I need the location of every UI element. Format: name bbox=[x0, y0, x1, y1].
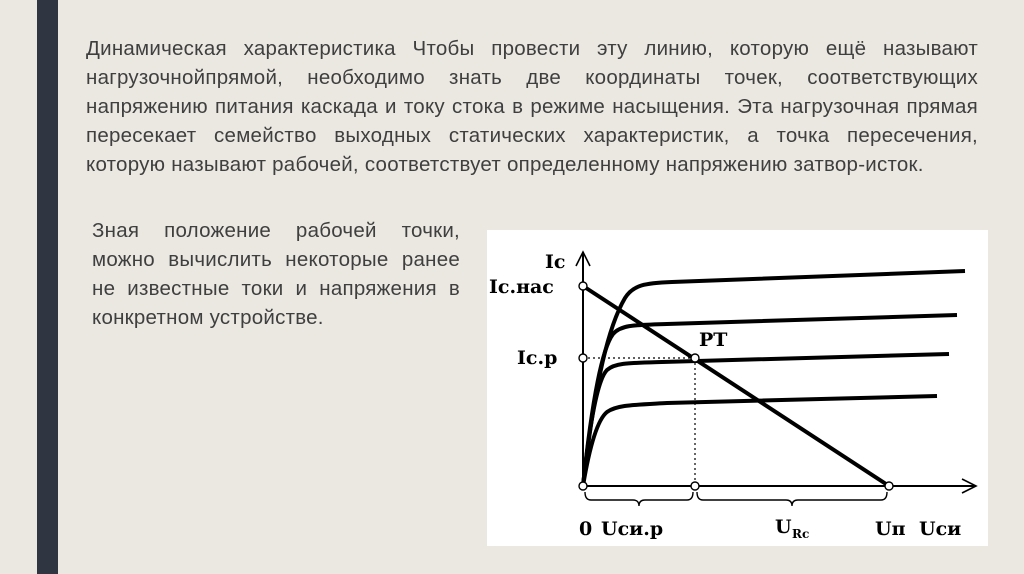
slide-left-accent-bar bbox=[37, 0, 58, 574]
origin-label: 0 bbox=[579, 518, 593, 540]
u-sip-label: Uси.р bbox=[601, 518, 664, 540]
output-curve-1 bbox=[583, 271, 965, 486]
output-curve-4 bbox=[583, 396, 937, 486]
ic-p-marker-icon bbox=[579, 354, 587, 362]
ic-p-label: Ic.р bbox=[517, 347, 558, 369]
working-point-label: PT bbox=[699, 329, 728, 351]
ic-sat-label: Ic.нас bbox=[489, 276, 554, 298]
ic-sat-marker-icon bbox=[579, 282, 587, 290]
u-p-marker-icon bbox=[885, 482, 893, 490]
load-line-diagram bbox=[487, 230, 988, 546]
u-sip-brace bbox=[585, 492, 693, 506]
origin-marker-icon bbox=[579, 482, 587, 490]
side-paragraph: Зная положение рабочей точки, можно вычислить некоторые ранее не известные токи и напряжения в конкретном устройстве. bbox=[92, 219, 460, 329]
main-paragraph: Динамическая характеристика Чтобы провести эту линию, которую ещё называют нагрузочнойпрямой, необходимо знать две координаты точек, соответствующих напряжению питания каскада и току стока в режиме насыщения. Эта нагрузочная прямая пересекает семейство выходных статических характеристик, а точка пересечения, которую называют рабочей, соответствует определенному напряжению затвор-исток. bbox=[86, 37, 978, 176]
y-axis-label: Ic bbox=[545, 251, 566, 273]
u-si-axis-label: Uси bbox=[919, 518, 962, 540]
working-point-marker-icon bbox=[691, 354, 699, 362]
diagram-canvas bbox=[487, 230, 988, 546]
load-line bbox=[583, 286, 889, 486]
u-p-label: Uп bbox=[875, 518, 906, 540]
output-curve-3 bbox=[583, 354, 949, 486]
u-rc-subscript: Rc bbox=[792, 527, 810, 541]
u-sip-marker-icon bbox=[691, 482, 699, 490]
u-rc-label: U bbox=[775, 516, 792, 538]
u-rc-brace bbox=[697, 492, 887, 506]
